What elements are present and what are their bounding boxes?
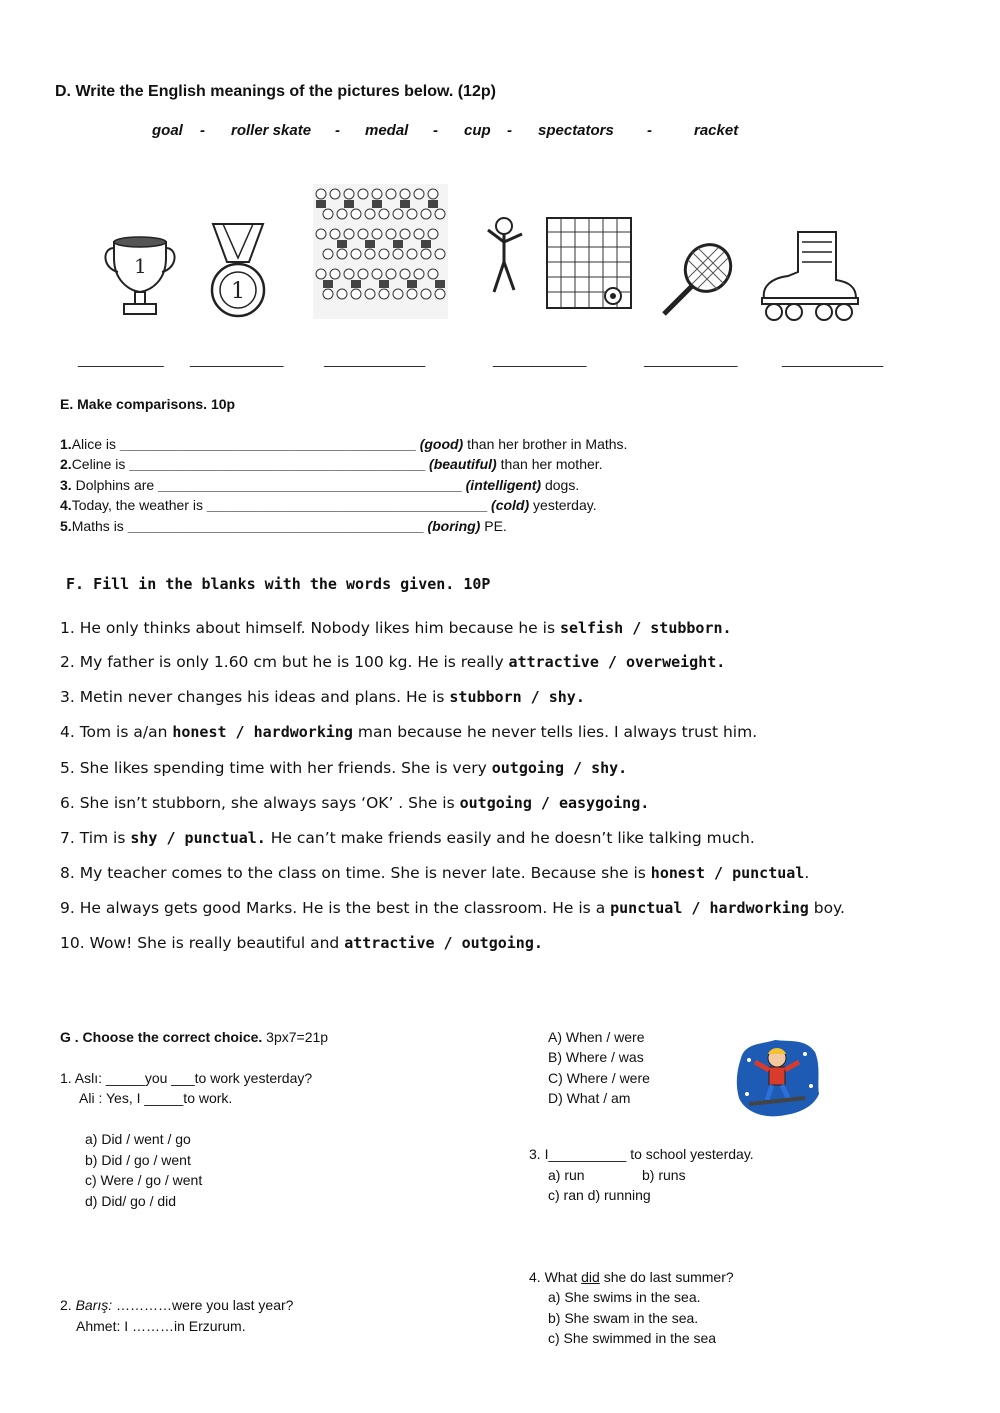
item-number: 4. <box>60 497 72 513</box>
item-choice[interactable]: attractive / outgoing. <box>344 934 543 952</box>
word-bank-item: spectators <box>538 122 614 139</box>
fill-item-3 <box>60 688 585 706</box>
svg-text:1: 1 <box>134 254 147 278</box>
q2-option-c[interactable]: C) Where / were <box>548 1070 650 1086</box>
q3-option-b[interactable]: b) runs <box>642 1167 686 1183</box>
item-hint: (good) <box>419 436 464 452</box>
item-text: 9. He always gets good Marks. He is the best in the classroom. He is a <box>60 899 611 917</box>
item-text: 7. Tim is <box>60 829 131 847</box>
q2-option-d[interactable]: D) What / am <box>548 1090 631 1106</box>
q1-line2: Ali : Yes, I _____to work. <box>79 1090 233 1106</box>
item-choice[interactable]: outgoing / easygoing. <box>459 794 650 812</box>
q4-text-end: she do last summer? <box>599 1269 734 1285</box>
fill-item-1 <box>60 619 732 637</box>
item-text-end: yesterday. <box>529 497 597 513</box>
item-text: 1. He only thinks about himself. Nobody likes him because he is <box>60 619 560 637</box>
q4-underlined-word: did <box>581 1269 600 1285</box>
medal-icon <box>203 222 273 322</box>
item-hint: (cold) <box>491 497 530 513</box>
q4-option-c[interactable]: c) She swimmed in the sea <box>548 1330 717 1346</box>
item-text: Today, the weather is <box>71 497 207 513</box>
item-text: Maths is <box>71 518 128 534</box>
word-bank-item: goal <box>152 122 183 139</box>
item-blank[interactable]: ______________________________________ <box>129 456 430 472</box>
item-hint: (intelligent) <box>465 477 542 493</box>
section-g-points: 3px7=21p <box>262 1029 329 1045</box>
answer-blank-2[interactable]: ____________ <box>190 351 284 367</box>
fill-item-7 <box>60 829 755 847</box>
item-text-end: dogs. <box>541 477 580 493</box>
item-hint: (boring) <box>427 518 481 534</box>
item-text: 2. My father is only 1.60 cm but he is 100 kg. He is really <box>60 653 509 671</box>
q3-line1: 3. I__________ to school yesterday. <box>529 1146 754 1162</box>
item-number: 5. <box>60 518 72 534</box>
q2-option-a[interactable]: A) When / were <box>548 1029 645 1045</box>
section-e-title: E. Make comparisons. 10p <box>60 396 236 412</box>
skiing-boy-icon <box>735 1038 821 1118</box>
roller-skate-icon <box>758 228 860 322</box>
item-text: 4. Tom is a/an <box>60 723 173 741</box>
section-g-title-bold: G . Choose the correct choice. <box>60 1029 263 1045</box>
word-bank-item: cup <box>464 122 491 139</box>
q2-option-b[interactable]: B) Where / was <box>548 1049 644 1065</box>
item-text-end: than her mother. <box>496 456 603 472</box>
item-choice[interactable]: attractive / overweight. <box>508 653 726 671</box>
fill-item-2 <box>60 653 725 671</box>
word-bank-item: roller skate <box>231 122 312 139</box>
item-choice[interactable]: selfish / stubborn. <box>559 619 732 637</box>
q4-option-b[interactable]: b) She swam in the sea. <box>548 1310 699 1326</box>
item-text: 10. Wow! She is really beautiful and <box>60 934 345 952</box>
section-d-title: D. Write the English meanings of the pictures below. (12p) <box>55 83 496 100</box>
comparison-item-2 <box>60 456 603 472</box>
word-bank-separator: - <box>335 122 340 139</box>
item-blank[interactable]: _______________________________________ <box>158 477 466 493</box>
q4-option-a[interactable]: a) She swims in the sea. <box>548 1289 701 1305</box>
comparison-item-3 <box>60 477 579 493</box>
item-text: 3. Metin never changes his ideas and plans. He is <box>60 688 450 706</box>
q3-option-cd[interactable]: c) ran d) running <box>548 1187 651 1203</box>
q4-text: 4. What <box>529 1269 582 1285</box>
section-f-title: F. Fill in the blanks with the words given. 10P <box>66 575 491 593</box>
item-text-end: PE. <box>480 518 507 534</box>
q2-text: …………were you last year? <box>112 1297 294 1313</box>
item-number: 1. <box>60 436 72 452</box>
answer-blank-4[interactable]: ____________ <box>493 351 587 367</box>
item-choice[interactable]: outgoing / shy. <box>491 759 628 777</box>
q1-option-d[interactable]: d) Did/ go / did <box>85 1193 177 1209</box>
q1-option-b[interactable]: b) Did / go / went <box>85 1152 191 1168</box>
item-blank[interactable]: ______________________________________ <box>127 518 428 534</box>
q4-question <box>529 1269 734 1285</box>
svg-text:1: 1 <box>231 279 245 304</box>
q2-line2: Ahmet: I ………in Erzurum. <box>76 1318 246 1334</box>
item-choice[interactable]: punctual / hardworking <box>610 899 809 917</box>
fill-item-5 <box>60 759 627 777</box>
word-bank-separator: - <box>433 122 438 139</box>
item-text: Dolphins are <box>71 477 159 493</box>
word-bank-item: medal <box>365 122 409 139</box>
answer-blank-3[interactable]: _____________ <box>324 351 426 367</box>
answer-blank-1[interactable]: ___________ <box>78 351 164 367</box>
item-choice[interactable]: shy / punctual. <box>130 829 266 847</box>
item-number: 2. <box>60 456 72 472</box>
item-choice[interactable]: honest / punctual <box>650 864 805 882</box>
item-choice[interactable]: stubborn / shy. <box>449 688 585 706</box>
item-text-end: . <box>804 864 810 882</box>
fill-item-6 <box>60 794 649 812</box>
item-text: 8. My teacher comes to the class on time. She is never late. Because she is <box>60 864 651 882</box>
comparison-item-5 <box>60 518 507 534</box>
item-text-end: He can’t make friends easily and he doesn’t like talking much. <box>265 829 755 847</box>
crowd-spectators-icon <box>313 184 448 319</box>
q3-option-a[interactable]: a) run <box>548 1167 585 1183</box>
item-text: 6. She isn’t stubborn, she always says ‘OK’ . She is <box>60 794 460 812</box>
item-hint: (beautiful) <box>429 456 497 472</box>
fill-item-8 <box>60 864 809 882</box>
q1-option-a[interactable]: a) Did / went / go <box>85 1131 191 1147</box>
word-bank-separator: - <box>200 122 205 139</box>
item-text: 5. She likes spending time with her friends. She is very <box>60 759 492 777</box>
item-blank[interactable]: ______________________________________ <box>119 436 420 452</box>
item-text-end: than her brother in Maths. <box>463 436 628 452</box>
answer-blank-5[interactable]: ____________ <box>644 351 738 367</box>
q2-speaker: Barış: <box>75 1297 113 1313</box>
tennis-racket-icon <box>658 240 738 320</box>
comparison-item-4 <box>60 497 597 513</box>
goal-keeper-net-icon <box>482 212 637 314</box>
comparison-item-1 <box>60 436 627 452</box>
section-g-title <box>60 1029 328 1045</box>
item-text: Celine is <box>71 456 130 472</box>
q1-option-c[interactable]: c) Were / go / went <box>85 1172 203 1188</box>
item-blank[interactable]: ____________________________________ <box>206 497 492 513</box>
q2-line1 <box>60 1297 293 1313</box>
word-bank-separator: - <box>647 122 652 139</box>
q1-line1: 1. Aslı: _____you ___to work yesterday? <box>60 1070 313 1086</box>
word-bank-separator: - <box>507 122 512 139</box>
item-number: 3. <box>60 477 72 493</box>
item-text-end: man because he never tells lies. I always trust him. <box>352 723 758 741</box>
item-text: Alice is <box>71 436 120 452</box>
word-bank-item: racket <box>694 122 739 139</box>
item-text-end: boy. <box>808 899 845 917</box>
q2-number: 2. <box>60 1297 76 1313</box>
item-choice[interactable]: honest / hardworking <box>172 723 353 741</box>
trophy-cup-icon <box>100 228 180 324</box>
fill-item-9 <box>60 899 845 917</box>
fill-item-10 <box>60 934 543 952</box>
fill-item-4 <box>60 723 757 741</box>
answer-blank-6[interactable]: _____________ <box>782 351 884 367</box>
